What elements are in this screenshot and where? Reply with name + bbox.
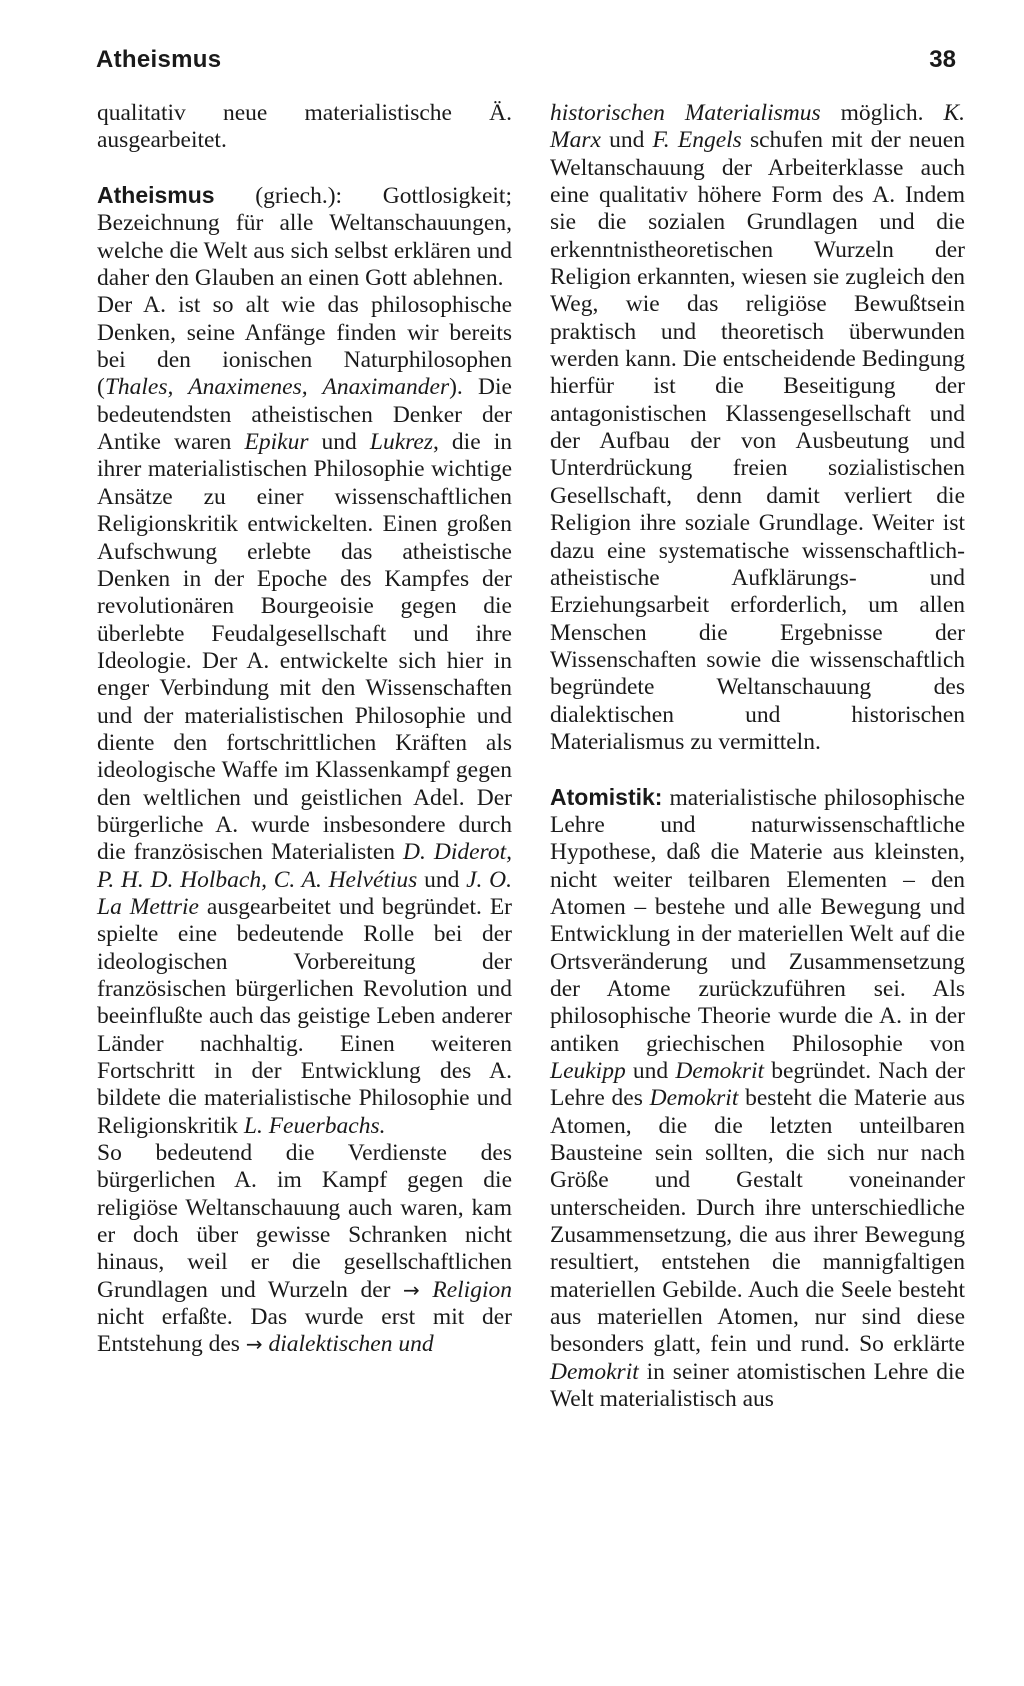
cross-reference-arrow-icon: → bbox=[403, 1277, 420, 1302]
text-run: schufen mit der neuen Weltanschauung der Arbeiterklasse auch eine qualitativ höhere Form des A. Indem sie die sozialen Grundlagen und die erkenntnistheoretischen Wurzeln der Religion erkannten, wiesen sie zugleich den Weg, wie das religiöse Bewußtsein praktisch und theoretisch überwunden werden kann. Die entscheidende Bedingung hierfür ist die Beseitigung der antagonistischen Klassengesellschaft und der Aufbau der von Ausbeutung und Unterdrückung freien sozialistischen Gesellschaft, denn damit verliert die Religion ihre soziale Grundlage. Weiter ist dazu eine systematische wissenschaftlich-atheistische Aufklärungs- und Erziehungsarbeit erforderlich, um allen Menschen die Ergebnisse der Wissenschaften sowie die wissenschaftlich begründete Weltanschauung des dialektischen und historischen Materialismus zu vermitteln. bbox=[550, 127, 965, 755]
text-run: besteht die Materie aus Atomen, die die letzten unteilbaren Bausteine sein sollten, die sich nur nach Größe und Gestalt voneinander unterscheiden. Durch ihre unterschiedliche Zusammensetzung, die aus ihrer Bewegung resultiert, entstehen die mannigfaltigen materiellen Gebilde. Auch die Seele besteht aus materiellen Atomen, nur sind diese besonders glatt, fein und rund. So erklärte bbox=[550, 1085, 966, 1358]
italic-name: F. Engels bbox=[652, 127, 742, 154]
entry-atheismus-definition bbox=[97, 182, 512, 292]
entry-atomistik bbox=[550, 784, 965, 1414]
definition-text: (griech.): Gottlosigkeit; Bezeichnung für alle Weltanschauungen, welche die Welt aus sich selbst erklären und daher den Glauben an einen Gott ablehnen. bbox=[97, 183, 512, 292]
cross-reference-arrow-icon: → bbox=[245, 1332, 263, 1357]
entry-atheismus-limits bbox=[97, 1140, 512, 1359]
entry-atheismus-marxism bbox=[550, 100, 965, 756]
text-run: , die in ihrer materialistischen Philosophie wichtige Ansätze zu einer wissenschaftlichen Religionskritik entwickelten. Einen großen Aufschwung erlebte das atheistische Denken in der Epoche des Kampfes der revolutionären Bourgeoisie gegen die überlebte Feudalgesellschaft und ihre Ideologie. Der A. entwickelte sich hier in enger Verbindung mit den Wissenschaften und der materialistischen Philosophie und diente den fortschrittlichen Kräften als ideologische Waffe im Klassenkampf gegen den weltlichen und geistlichen Adel. Der bürgerliche A. wurde insbesondere durch die französischen Materialisten bbox=[97, 429, 512, 866]
text-run: So bedeutend die Verdienste des bürgerlichen A. im Kampf gegen die religiöse Weltanschauung auch waren, kam er doch über gewisse Schranken nicht hinaus, weil er die gesellschaftlichen Grundlagen und Wurzeln der bbox=[97, 1140, 512, 1303]
italic-names: Thales, Anaximenes, Anaximander bbox=[104, 374, 450, 401]
continuation-paragraph: qualitativ neue materialistische Ä. ausgearbeitet. bbox=[97, 100, 512, 154]
text-run: ). Die bedeutendsten atheistischen Denker der Antike waren bbox=[97, 374, 512, 456]
entry-atheismus-history bbox=[97, 292, 512, 1140]
italic-name: Leukipp bbox=[550, 1058, 626, 1085]
italic-names: D. Diderot, P. H. D. Holbach, C. A. Helvétius bbox=[97, 839, 512, 893]
paragraph-gap bbox=[550, 756, 965, 783]
running-head: Atheismus bbox=[96, 46, 222, 73]
italic-name: Demokrit bbox=[649, 1085, 739, 1112]
italic-name: Demokrit bbox=[550, 1358, 639, 1385]
text-run: und bbox=[417, 866, 467, 893]
italic-name: Demokrit bbox=[675, 1058, 765, 1085]
text-run: materialistische philosophische Lehre und naturwissenschaftliche Hypothese, daß die Materie aus kleinsten, nicht weiter teilbaren Elementen – den Atomen – bestehe und alle Bewegung und Entwicklung in der materiellen Welt auf die Ortsveränderung und Zusammensetzung der Atome zurückzuführen sei. Als philosophische Theorie wurde die A. in der antiken griechischen Philosophie von bbox=[550, 784, 965, 1057]
text-run: und bbox=[625, 1058, 676, 1085]
right-column bbox=[550, 100, 965, 1414]
lemma-atheismus: Atheismus bbox=[97, 182, 215, 209]
cross-reference-dialectical-materialism[interactable]: dialektischen und bbox=[262, 1331, 434, 1358]
text-run: und bbox=[308, 429, 370, 456]
text-run: ausgearbeitet und begründet. Er spielte eine bedeutende Rolle bei der ideologischen Vorbereitung der französischen bürgerlichen Revolution und beeinflußte auch das geistige Leben anderer Länder nachhaltig. Einen weiteren Fortschritt in der Entwicklung des A. bildete die materialistische Philosophie und Religionskritik bbox=[97, 893, 512, 1139]
lemma-atomistik: Atomistik: bbox=[550, 783, 663, 810]
text-run: und bbox=[600, 127, 653, 154]
italic-name: Lukrez bbox=[369, 429, 433, 456]
text-run: Der A. ist so alt wie das philosophische Denken, seine Anfänge finden wir bereits bei den ionischen Naturphilosophen ( bbox=[97, 292, 512, 401]
italic-name: K. Marx bbox=[550, 100, 965, 154]
paragraph-gap bbox=[97, 155, 512, 182]
text-run: möglich. bbox=[820, 100, 944, 126]
text-run: nicht erfaßte. Das wurde erst mit der Entstehung des bbox=[97, 1304, 512, 1358]
cross-reference-religion[interactable]: Religion bbox=[419, 1276, 512, 1303]
text-run: begründet. Nach der Lehre des bbox=[550, 1058, 966, 1112]
page-number: 38 bbox=[929, 46, 956, 73]
italic-name: Epikur bbox=[244, 429, 309, 456]
italic-name: L. Feuerbachs. bbox=[243, 1112, 386, 1139]
text-run: in seiner atomistischen Lehre die Welt materialistisch aus bbox=[550, 1358, 965, 1413]
left-column bbox=[97, 100, 512, 1359]
cross-reference-historical-materialism[interactable]: historischen Materialismus bbox=[550, 100, 821, 126]
italic-name: J. O. La Mettrie bbox=[97, 866, 513, 920]
